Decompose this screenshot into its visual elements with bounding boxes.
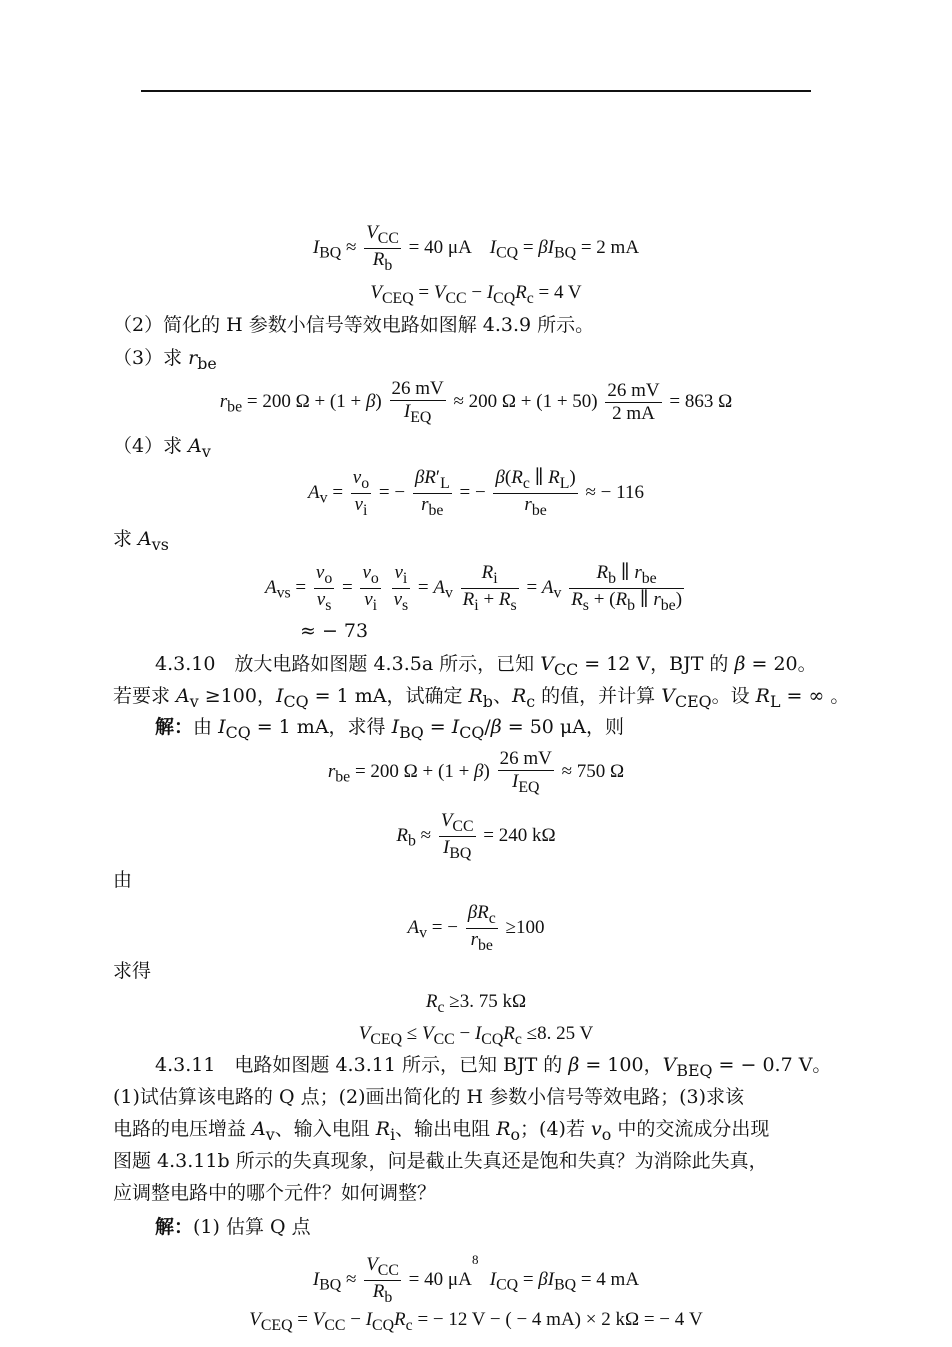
problem-4-3-11-line3: 电路的电压增益 $A_v$、输入电阻 $R_i$、输出电阻 $R_o$；(4)若 $v_o$ 中的交流成分出现 — [113, 1118, 770, 1144]
equation-rbe-863: $r_{be} = 200$ Ω + (1 + β) $\frac{26 mV}{I_{EQ}}$ ≈ 200 Ω + (1 + 50) $\frac{26 mV}{2 mA}$ = 863 Ω — [219, 378, 733, 426]
equation-avs-result: ≈ − 73 — [300, 620, 369, 642]
equation-rbe-750: $r_{be} = 200$ Ω + (1 + β) $\frac{26 mV}{I_{EQ}}$ ≈ 750 Ω — [327, 748, 625, 796]
equation-avs: $A_{vs}$ = $\frac{v_o}{v_s}$ = $\frac{v_o}{v_i}$ $\frac{v_i}{v_s}$ = $A_v$ $\frac{R_i}{R_i + R_s}$ = $A_v$ $\frac{R_b \parallel r_{be}}{R_s + (R_b \parallel r_{be})}$ — [264, 562, 683, 614]
equation-rb: $R_b$ ≈ $\frac{V_{CC}}{I_{BQ}}$ = 240 kΩ — [396, 810, 556, 862]
problem-4-3-10-line1: 4.3.10 放大电路如图题 4.3.5a 所示，已知 $V_{CC} = 12$ V，BJT 的 β = 20。 — [155, 653, 817, 679]
paragraph-step2: （2）简化的 H 参数小信号等效电路如图解 4.3.9 所示。 — [113, 314, 595, 336]
header-rule — [141, 90, 811, 92]
problem-4-3-11-line2: (1)试估算该电路的 Q 点；(2)画出简化的 H 参数小信号等效电路；(3)求该 — [113, 1086, 745, 1108]
problem-4-3-11-line4: 图题 4.3.11b 所示的失真现象，问是截止失真还是饱和失真？为消除此失真， — [113, 1150, 768, 1172]
paragraph-avs: 求 $A_{vs}$ — [113, 528, 169, 554]
equation-rc: $R_c \ge 3$. 75 kΩ — [425, 991, 527, 1016]
equation-ibq-icq-4ma: $I_{BQ}$ ≈ $\frac{V_{CC}}{R_b}$ = 40 μA $I_{CQ} = \beta I_{BQ} = 4$ mA — [312, 1254, 640, 1306]
problem-4-3-11-line5: 应调整电路中的哪个元件？如何调整？ — [113, 1182, 437, 1204]
paragraph-step4: （4）求 $A_v$ — [113, 435, 211, 461]
paragraph-step3: （3）求 $r_{be}$ — [113, 347, 217, 373]
equation-av-116: $A_v$ = $\frac{v_o}{v_i}$ = − $\frac{\beta R'_L}{r_{be}}$ = − $\frac{\beta(R_c \parallel R_L)}{r_{be}}$ ≈ − 116 — [308, 467, 644, 519]
equation-ibq-icq: $I_{BQ}$ ≈ $\frac{V_{CC}}{R_b}$ = 40 μA $I_{CQ} = \beta I_{BQ} = 2$ mA — [312, 222, 640, 274]
problem-4-3-11-line1: 4.3.11 电路如图题 4.3.11 所示，已知 BJT 的 β = 100，$V_{BEQ}$ = − 0.7 V。 — [155, 1054, 832, 1080]
solution-4-3-11: 解：(1) 估算 Q 点 — [155, 1216, 311, 1238]
text-qiude: 求得 — [113, 960, 152, 982]
margin-mark: 8 — [472, 1252, 479, 1267]
equation-vceq-825: $V_{CEQ} \le V_{CC} - I_{CQ}R_c \le 8$. 25 V — [358, 1023, 594, 1048]
equation-vceq: $V_{CEQ} = V_{CC} - I_{CQ}R_c = 4$ V — [370, 282, 582, 307]
equation-vceq-minus4: $V_{CEQ} = V_{CC} - I_{CQ}R_c$ = − 12 V − ( − 4 mA) × 2 kΩ = − 4 V — [249, 1309, 703, 1334]
problem-4-3-10-line2: 若要求 $A_v \ge 100$，$I_{CQ} = 1$ mA，试确定 $R_b$、$R_c$ 的值，并计算 $V_{CEQ}$。设 $R_L$ = ∞ 。 — [113, 685, 850, 711]
solution-4-3-10: 解：由 $I_{CQ} = 1$ mA，求得 $I_{BQ} = I_{CQ}/\beta = 50$ μA，则 — [155, 716, 624, 742]
text-you: 由 — [113, 869, 133, 891]
equation-av-100: $A_v$ = − $\frac{\beta R_c}{r_{be}}$ ≥100 — [407, 902, 545, 954]
